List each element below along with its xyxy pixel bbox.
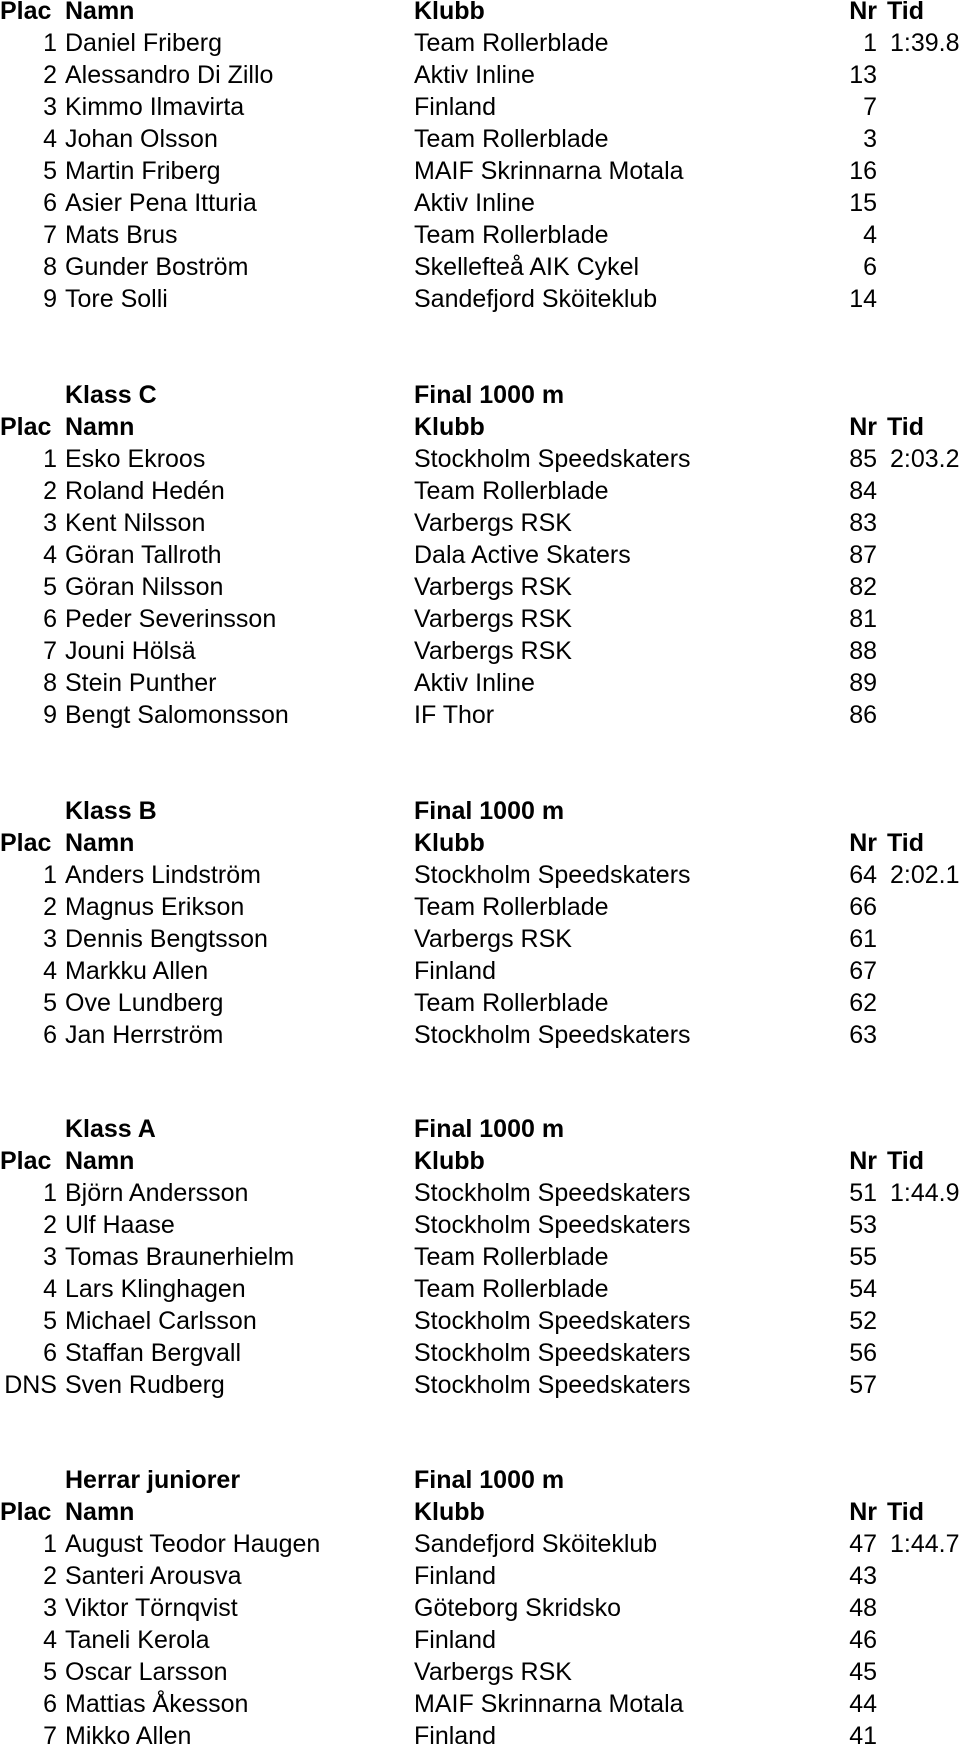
column-header-tid: Tid [886,1147,924,1175]
result-row [0,284,960,314]
placement: 3 [43,1243,57,1271]
athlete-name: Santeri Arousva [65,1562,242,1590]
event-name: Final 1000 m [414,797,565,825]
athlete-name: Mattias Åkesson [65,1690,249,1718]
column-header-klubb: Klubb [414,829,485,857]
bib-number: 46 [849,1626,877,1654]
placement: 1 [43,29,57,57]
bib-number: 55 [849,1243,877,1271]
bib-number: 48 [849,1594,877,1622]
column-header-namn: Namn [65,1498,135,1526]
column-header-row [0,0,960,26]
column-header-plac: Plac [0,1147,52,1175]
athlete-name: Kimmo Ilmavirta [65,93,245,121]
column-header-namn: Namn [65,1147,135,1175]
athlete-name: Göran Tallroth [65,541,222,569]
bib-number: 54 [849,1275,877,1303]
bib-number: 87 [849,541,877,569]
athlete-name: Dennis Bengtsson [65,925,268,953]
club-name: Skellefteå AIK Cykel [414,253,640,281]
column-header-plac: Plac [0,829,52,857]
placement: DNS [4,1371,57,1399]
athlete-name: Markku Allen [65,957,209,985]
event-name: Final 1000 m [414,1115,565,1143]
result-row [0,124,960,154]
club-name: Stockholm Speedskaters [414,445,691,473]
placement: 7 [43,1722,57,1750]
section-title-row [0,796,960,826]
club-name: Finland [414,93,496,121]
column-header-namn: Namn [65,413,135,441]
placement: 1 [43,1530,57,1558]
column-header-klubb: Klubb [414,0,485,25]
club-name: Stockholm Speedskaters [414,1371,691,1399]
placement: 6 [43,1339,57,1367]
athlete-name: Viktor Törnqvist [65,1594,238,1622]
result-row [0,1242,960,1272]
bib-number: 1 [863,29,877,57]
class-name: Herrar juniorer [65,1466,241,1494]
result-row [0,1274,960,1304]
athlete-name: Stein Punther [65,669,217,697]
athlete-name: Jan Herrström [65,1021,224,1049]
bib-number: 56 [849,1339,877,1367]
athlete-name: Michael Carlsson [65,1307,257,1335]
club-name: Varbergs RSK [414,509,572,537]
column-header-nr: Nr [849,829,877,857]
bib-number: 66 [849,893,877,921]
bib-number: 82 [849,573,877,601]
club-name: Team Rollerblade [414,1275,609,1303]
athlete-name: Ulf Haase [65,1211,175,1239]
result-row [0,956,960,986]
club-name: Team Rollerblade [414,989,609,1017]
result-row [0,604,960,634]
column-header-klubb: Klubb [414,1498,485,1526]
bib-number: 88 [849,637,877,665]
placement: 2 [43,893,57,921]
column-header-nr: Nr [849,413,877,441]
club-name: Sandefjord Sköiteklub [414,285,658,313]
column-header-klubb: Klubb [414,1147,485,1175]
athlete-name: Martin Friberg [65,157,221,185]
placement: 7 [43,637,57,665]
placement: 4 [43,125,57,153]
placement: 4 [43,541,57,569]
column-header-tid: Tid [886,1498,924,1526]
result-row [0,1593,960,1623]
placement: 3 [43,509,57,537]
column-header-row [0,1146,960,1176]
column-header-tid: Tid [886,0,924,25]
athlete-name: Magnus Erikson [65,893,245,921]
bib-number: 62 [849,989,877,1017]
result-row [0,188,960,218]
result-row [0,1020,960,1050]
bib-number: 63 [849,1021,877,1049]
column-header-nr: Nr [849,1147,877,1175]
result-row [0,1529,960,1559]
result-row [0,700,960,730]
placement: 3 [43,93,57,121]
club-name: Aktiv Inline [414,61,535,89]
bib-number: 45 [849,1658,877,1686]
athlete-name: Johan Olsson [65,125,218,153]
club-name: Stockholm Speedskaters [414,1211,691,1239]
placement: 4 [43,1626,57,1654]
club-name: Aktiv Inline [414,669,535,697]
result-row [0,476,960,506]
placement: 4 [43,957,57,985]
result-row [0,1178,960,1208]
club-name: Finland [414,1626,496,1654]
bib-number: 44 [849,1690,877,1718]
club-name: Finland [414,1562,496,1590]
result-row [0,60,960,90]
result-row [0,156,960,186]
athlete-name: Staffan Bergvall [65,1339,242,1367]
bib-number: 64 [849,861,877,889]
column-header-plac: Plac [0,1498,52,1526]
athlete-name: Taneli Kerola [65,1626,210,1654]
placement: 5 [43,1307,57,1335]
bib-number: 3 [863,125,877,153]
event-name: Final 1000 m [414,381,565,409]
placement: 3 [43,1594,57,1622]
result-row [0,1625,960,1655]
placement: 6 [43,1021,57,1049]
athlete-name: Peder Severinsson [65,605,277,633]
bib-number: 41 [849,1722,877,1750]
athlete-name: Gunder Boström [65,253,249,281]
bib-number: 81 [849,605,877,633]
athlete-name: Lars Klinghagen [65,1275,246,1303]
club-name: Team Rollerblade [414,893,609,921]
column-header-tid: Tid [886,829,924,857]
bib-number: 15 [849,189,877,217]
finish-time: 1:44.7 [890,1530,960,1558]
result-row [0,1721,960,1751]
athlete-name: Anders Lindström [65,861,261,889]
bib-number: 67 [849,957,877,985]
column-header-klubb: Klubb [414,413,485,441]
result-row [0,668,960,698]
section-title-row [0,380,960,410]
club-name: Team Rollerblade [414,221,609,249]
athlete-name: Göran Nilsson [65,573,224,601]
club-name: Varbergs RSK [414,925,572,953]
athlete-name: Daniel Friberg [65,29,223,57]
club-name: Varbergs RSK [414,1658,572,1686]
athlete-name: Sven Rudberg [65,1371,225,1399]
athlete-name: Bengt Salomonsson [65,701,289,729]
bib-number: 16 [849,157,877,185]
bib-number: 86 [849,701,877,729]
result-row [0,860,960,890]
event-name: Final 1000 m [414,1466,565,1494]
placement: 9 [43,285,57,313]
placement: 5 [43,157,57,185]
placement: 1 [43,861,57,889]
result-row [0,252,960,282]
club-name: MAIF Skrinnarna Motala [414,1690,684,1718]
result-row [0,1689,960,1719]
club-name: Finland [414,1722,496,1750]
class-name: Klass C [65,381,157,409]
bib-number: 4 [863,221,877,249]
bib-number: 43 [849,1562,877,1590]
club-name: Varbergs RSK [414,605,572,633]
placement: 3 [43,925,57,953]
bib-number: 61 [849,925,877,953]
placement: 2 [43,1211,57,1239]
club-name: Aktiv Inline [414,189,535,217]
club-name: Stockholm Speedskaters [414,1179,691,1207]
club-name: Göteborg Skridsko [414,1594,622,1622]
result-row [0,1338,960,1368]
club-name: IF Thor [414,701,495,729]
club-name: Team Rollerblade [414,125,609,153]
result-row [0,444,960,474]
placement: 4 [43,1275,57,1303]
athlete-name: Esko Ekroos [65,445,206,473]
bib-number: 83 [849,509,877,537]
bib-number: 52 [849,1307,877,1335]
column-header-row [0,1497,960,1527]
bib-number: 84 [849,477,877,505]
club-name: Team Rollerblade [414,29,609,57]
athlete-name: Alessandro Di Zillo [65,61,274,89]
column-header-plac: Plac [0,413,52,441]
club-name: Stockholm Speedskaters [414,1021,691,1049]
result-row [0,572,960,602]
result-row [0,508,960,538]
column-header-nr: Nr [849,1498,877,1526]
placement: 9 [43,701,57,729]
placement: 5 [43,1658,57,1686]
result-row [0,988,960,1018]
bib-number: 51 [849,1179,877,1207]
club-name: Dala Active Skaters [414,541,631,569]
club-name: Team Rollerblade [414,1243,609,1271]
club-name: Sandefjord Sköiteklub [414,1530,658,1558]
result-row [0,1210,960,1240]
column-header-row [0,828,960,858]
bib-number: 7 [863,93,877,121]
bib-number: 85 [849,445,877,473]
finish-time: 1:44.9 [890,1179,960,1207]
finish-time: 2:02.1 [890,861,960,889]
club-name: Stockholm Speedskaters [414,1307,691,1335]
athlete-name: Jouni Hölsä [65,637,196,665]
athlete-name: Oscar Larsson [65,1658,228,1686]
club-name: Stockholm Speedskaters [414,1339,691,1367]
column-header-namn: Namn [65,0,135,25]
athlete-name: August Teodor Haugen [65,1530,321,1558]
result-row [0,1561,960,1591]
athlete-name: Ove Lundberg [65,989,224,1017]
result-row [0,636,960,666]
athlete-name: Mikko Allen [65,1722,192,1750]
bib-number: 47 [849,1530,877,1558]
section-title-row [0,1465,960,1495]
placement: 8 [43,669,57,697]
placement: 6 [43,605,57,633]
result-row [0,540,960,570]
placement: 8 [43,253,57,281]
column-header-namn: Namn [65,829,135,857]
athlete-name: Roland Hedén [65,477,225,505]
finish-time: 2:03.2 [890,445,960,473]
bib-number: 13 [849,61,877,89]
bib-number: 14 [849,285,877,313]
result-row [0,220,960,250]
club-name: Finland [414,957,496,985]
athlete-name: Asier Pena Itturia [65,189,257,217]
placement: 1 [43,1179,57,1207]
bib-number: 89 [849,669,877,697]
placement: 2 [43,1562,57,1590]
result-row [0,28,960,58]
finish-time: 1:39.8 [890,29,960,57]
result-row [0,1370,960,1400]
section-title-row [0,1114,960,1144]
club-name: Varbergs RSK [414,573,572,601]
column-header-tid: Tid [886,413,924,441]
placement: 7 [43,221,57,249]
placement: 1 [43,445,57,473]
placement: 5 [43,989,57,1017]
class-name: Klass B [65,797,157,825]
club-name: MAIF Skrinnarna Motala [414,157,684,185]
athlete-name: Björn Andersson [65,1179,249,1207]
placement: 6 [43,189,57,217]
column-header-nr: Nr [849,0,877,25]
club-name: Stockholm Speedskaters [414,861,691,889]
result-row [0,1657,960,1687]
column-header-plac: Plac [0,0,52,25]
result-row [0,92,960,122]
result-row [0,924,960,954]
result-row [0,892,960,922]
placement: 2 [43,61,57,89]
athlete-name: Tomas Braunerhielm [65,1243,295,1271]
result-row [0,1306,960,1336]
column-header-row [0,412,960,442]
placement: 5 [43,573,57,601]
club-name: Team Rollerblade [414,477,609,505]
bib-number: 6 [863,253,877,281]
athlete-name: Tore Solli [65,285,168,313]
athlete-name: Mats Brus [65,221,178,249]
class-name: Klass A [65,1115,156,1143]
placement: 2 [43,477,57,505]
athlete-name: Kent Nilsson [65,509,206,537]
placement: 6 [43,1690,57,1718]
bib-number: 57 [849,1371,877,1399]
club-name: Varbergs RSK [414,637,572,665]
bib-number: 53 [849,1211,877,1239]
